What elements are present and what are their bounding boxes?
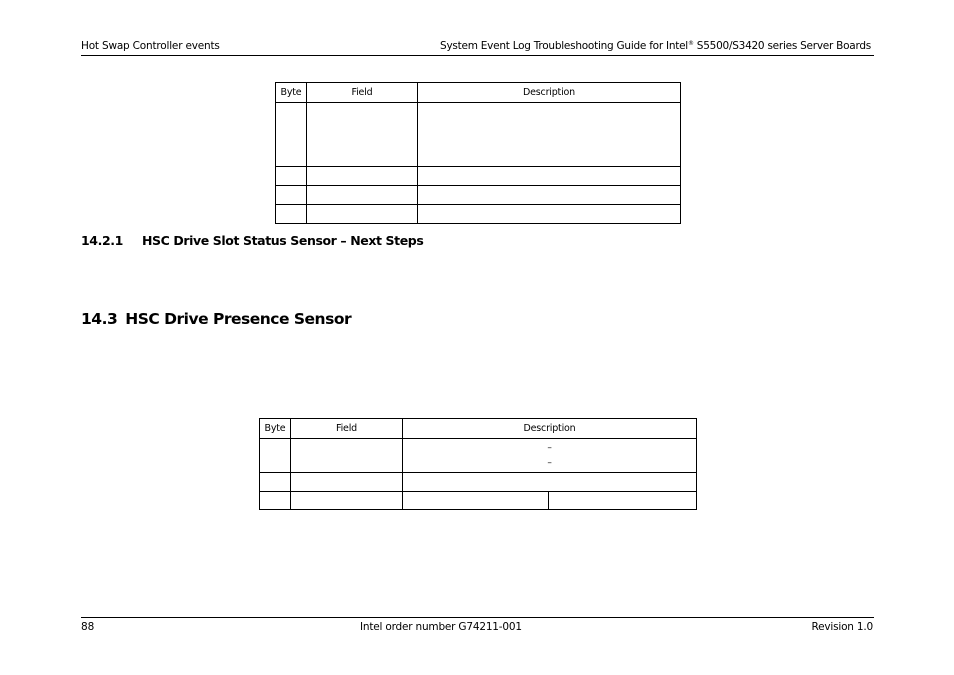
column-header-description: Description	[403, 419, 697, 439]
table-cell	[307, 167, 418, 186]
table-cell	[291, 492, 403, 510]
section-heading-14-2-1	[81, 233, 423, 248]
table-row	[276, 167, 681, 186]
table-row	[260, 473, 697, 492]
header-title-prefix: System Event Log Troubleshooting Guide for Intel	[440, 40, 688, 52]
table-cell	[418, 103, 681, 167]
table-cell	[291, 439, 403, 473]
table-cell	[276, 186, 307, 205]
section-title: HSC Drive Slot Status Sensor – Next Steps	[142, 233, 424, 248]
column-header-description: Description	[418, 83, 681, 103]
order-number: Intel order number G74211-001	[360, 621, 522, 633]
drive-presence-table	[259, 418, 697, 510]
drive-slot-status-table	[275, 82, 681, 224]
header-title-suffix: S5500/S3420 series Server Boards	[693, 40, 871, 52]
column-header-field: Field	[291, 419, 403, 439]
section-heading-14-3	[81, 310, 351, 328]
footer-rule	[81, 617, 874, 618]
table-cell	[276, 167, 307, 186]
table-cell	[260, 439, 291, 473]
description-dash: –	[547, 442, 552, 453]
table-cell	[403, 473, 697, 492]
table-row	[276, 103, 681, 167]
registered-mark: ®	[687, 40, 694, 47]
table-row	[276, 186, 681, 205]
table-cell	[307, 103, 418, 167]
table-header-row	[260, 419, 697, 439]
table-row	[260, 492, 697, 510]
section-title: HSC Drive Presence Sensor	[125, 310, 352, 328]
page-number: 88	[81, 621, 95, 633]
table-cell	[418, 205, 681, 224]
column-header-byte: Byte	[276, 83, 307, 103]
table-row	[260, 439, 697, 473]
table-cell	[276, 103, 307, 167]
column-header-field: Field	[307, 83, 418, 103]
revision: Revision 1.0	[811, 621, 873, 633]
table-cell	[276, 205, 307, 224]
table-cell	[260, 473, 291, 492]
table-cell	[403, 492, 549, 510]
table-cell	[307, 205, 418, 224]
table-cell	[403, 439, 697, 473]
table-header-row	[276, 83, 681, 103]
table-cell	[418, 186, 681, 205]
running-header-title	[440, 40, 871, 52]
header-rule	[81, 55, 874, 56]
table-cell	[549, 492, 697, 510]
table-cell	[260, 492, 291, 510]
table-cell	[307, 186, 418, 205]
column-header-byte: Byte	[260, 419, 291, 439]
section-number: 14.2.1	[81, 233, 123, 248]
table-row	[276, 205, 681, 224]
table-cell	[291, 473, 403, 492]
table-cell	[418, 167, 681, 186]
description-dash: –	[547, 457, 552, 468]
section-number: 14.3	[81, 310, 118, 328]
running-header-section: Hot Swap Controller events	[81, 40, 220, 52]
